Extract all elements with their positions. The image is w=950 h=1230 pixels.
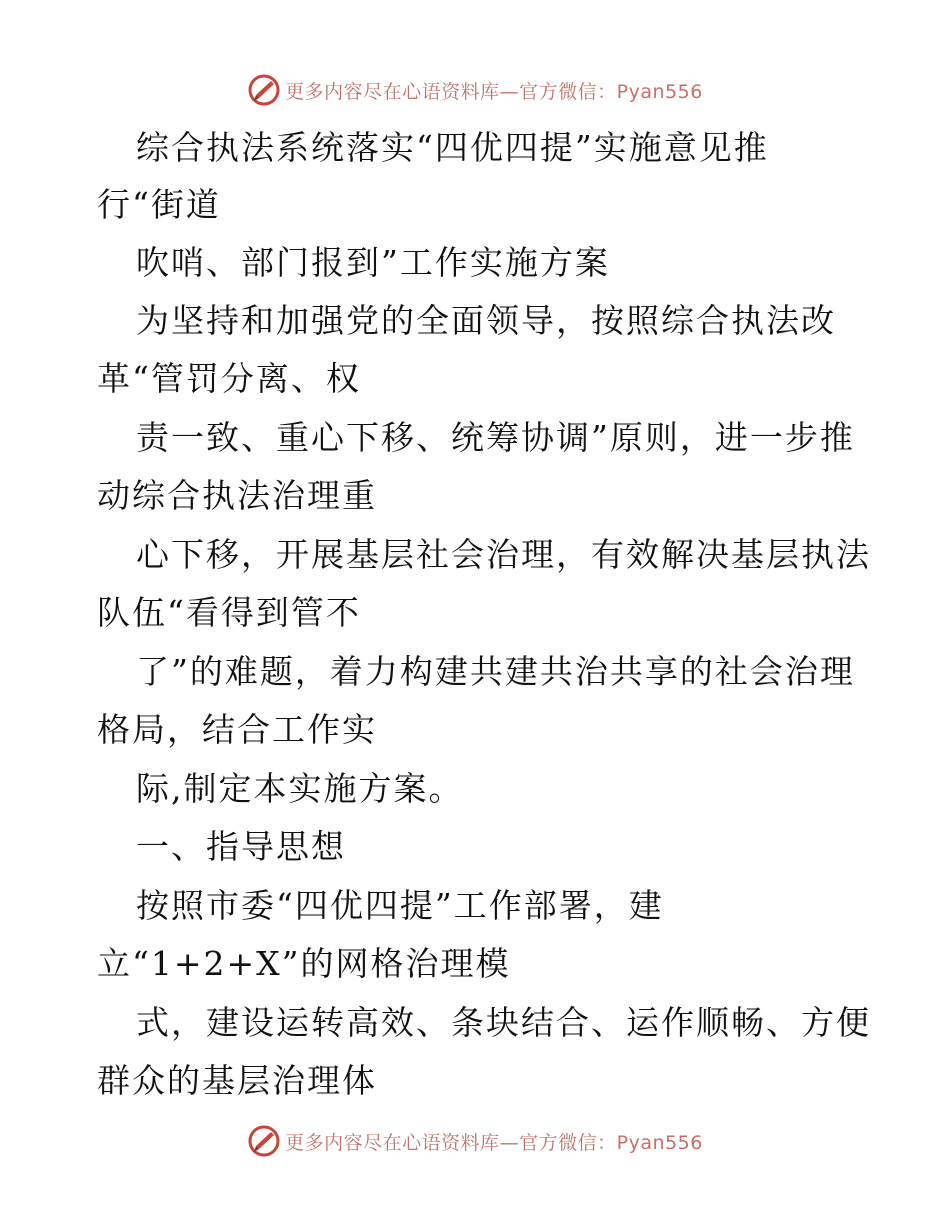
paragraph-line: 责一致、重心下移、统筹协调”原则，进一步推 — [136, 418, 855, 457]
watermark-logo-icon — [247, 1124, 281, 1158]
title-line: 行“街道 — [97, 185, 221, 224]
paragraph-line: 际,制定本实施方案。 — [136, 769, 464, 808]
watermark-text: 更多内容尽在心语资料库—官方微信：Pyan556 — [285, 1131, 703, 1154]
paragraph-line: 立“1+2+X”的网格治理模 — [97, 944, 511, 983]
watermark-header — [0, 73, 950, 107]
paragraph-line: 按照市委“四优四提”工作部署，建 — [136, 886, 664, 925]
paragraph-line: 革“管罚分离、权 — [97, 359, 361, 398]
title-line: 综合执法系统落实“四优四提”实施意见推 — [136, 128, 769, 167]
paragraph-line: 了”的难题，着力构建共建共治共享的社会治理 — [136, 652, 855, 691]
watermark-footer — [0, 1124, 950, 1158]
paragraph-line: 心下移，开展基层社会治理，有效解决基层执法 — [136, 535, 871, 574]
paragraph-line: 式，建设运转高效、条块结合、运作顺畅、方便 — [136, 1003, 871, 1042]
title-line: 吹哨、部门报到”工作实施方案 — [136, 243, 610, 282]
paragraph-line: 队伍“看得到管不 — [97, 593, 361, 632]
paragraph-line: 格局，结合工作实 — [97, 710, 377, 749]
watermark-text: 更多内容尽在心语资料库—官方微信：Pyan556 — [285, 80, 703, 103]
paragraph-line: 为坚持和加强党的全面领导，按照综合执法改 — [136, 301, 836, 340]
paragraph-line: 动综合执法治理重 — [97, 476, 377, 515]
watermark-logo-icon — [247, 73, 281, 107]
section-heading: 一、指导思想 — [136, 827, 346, 866]
paragraph-line: 群众的基层治理体 — [97, 1061, 377, 1100]
